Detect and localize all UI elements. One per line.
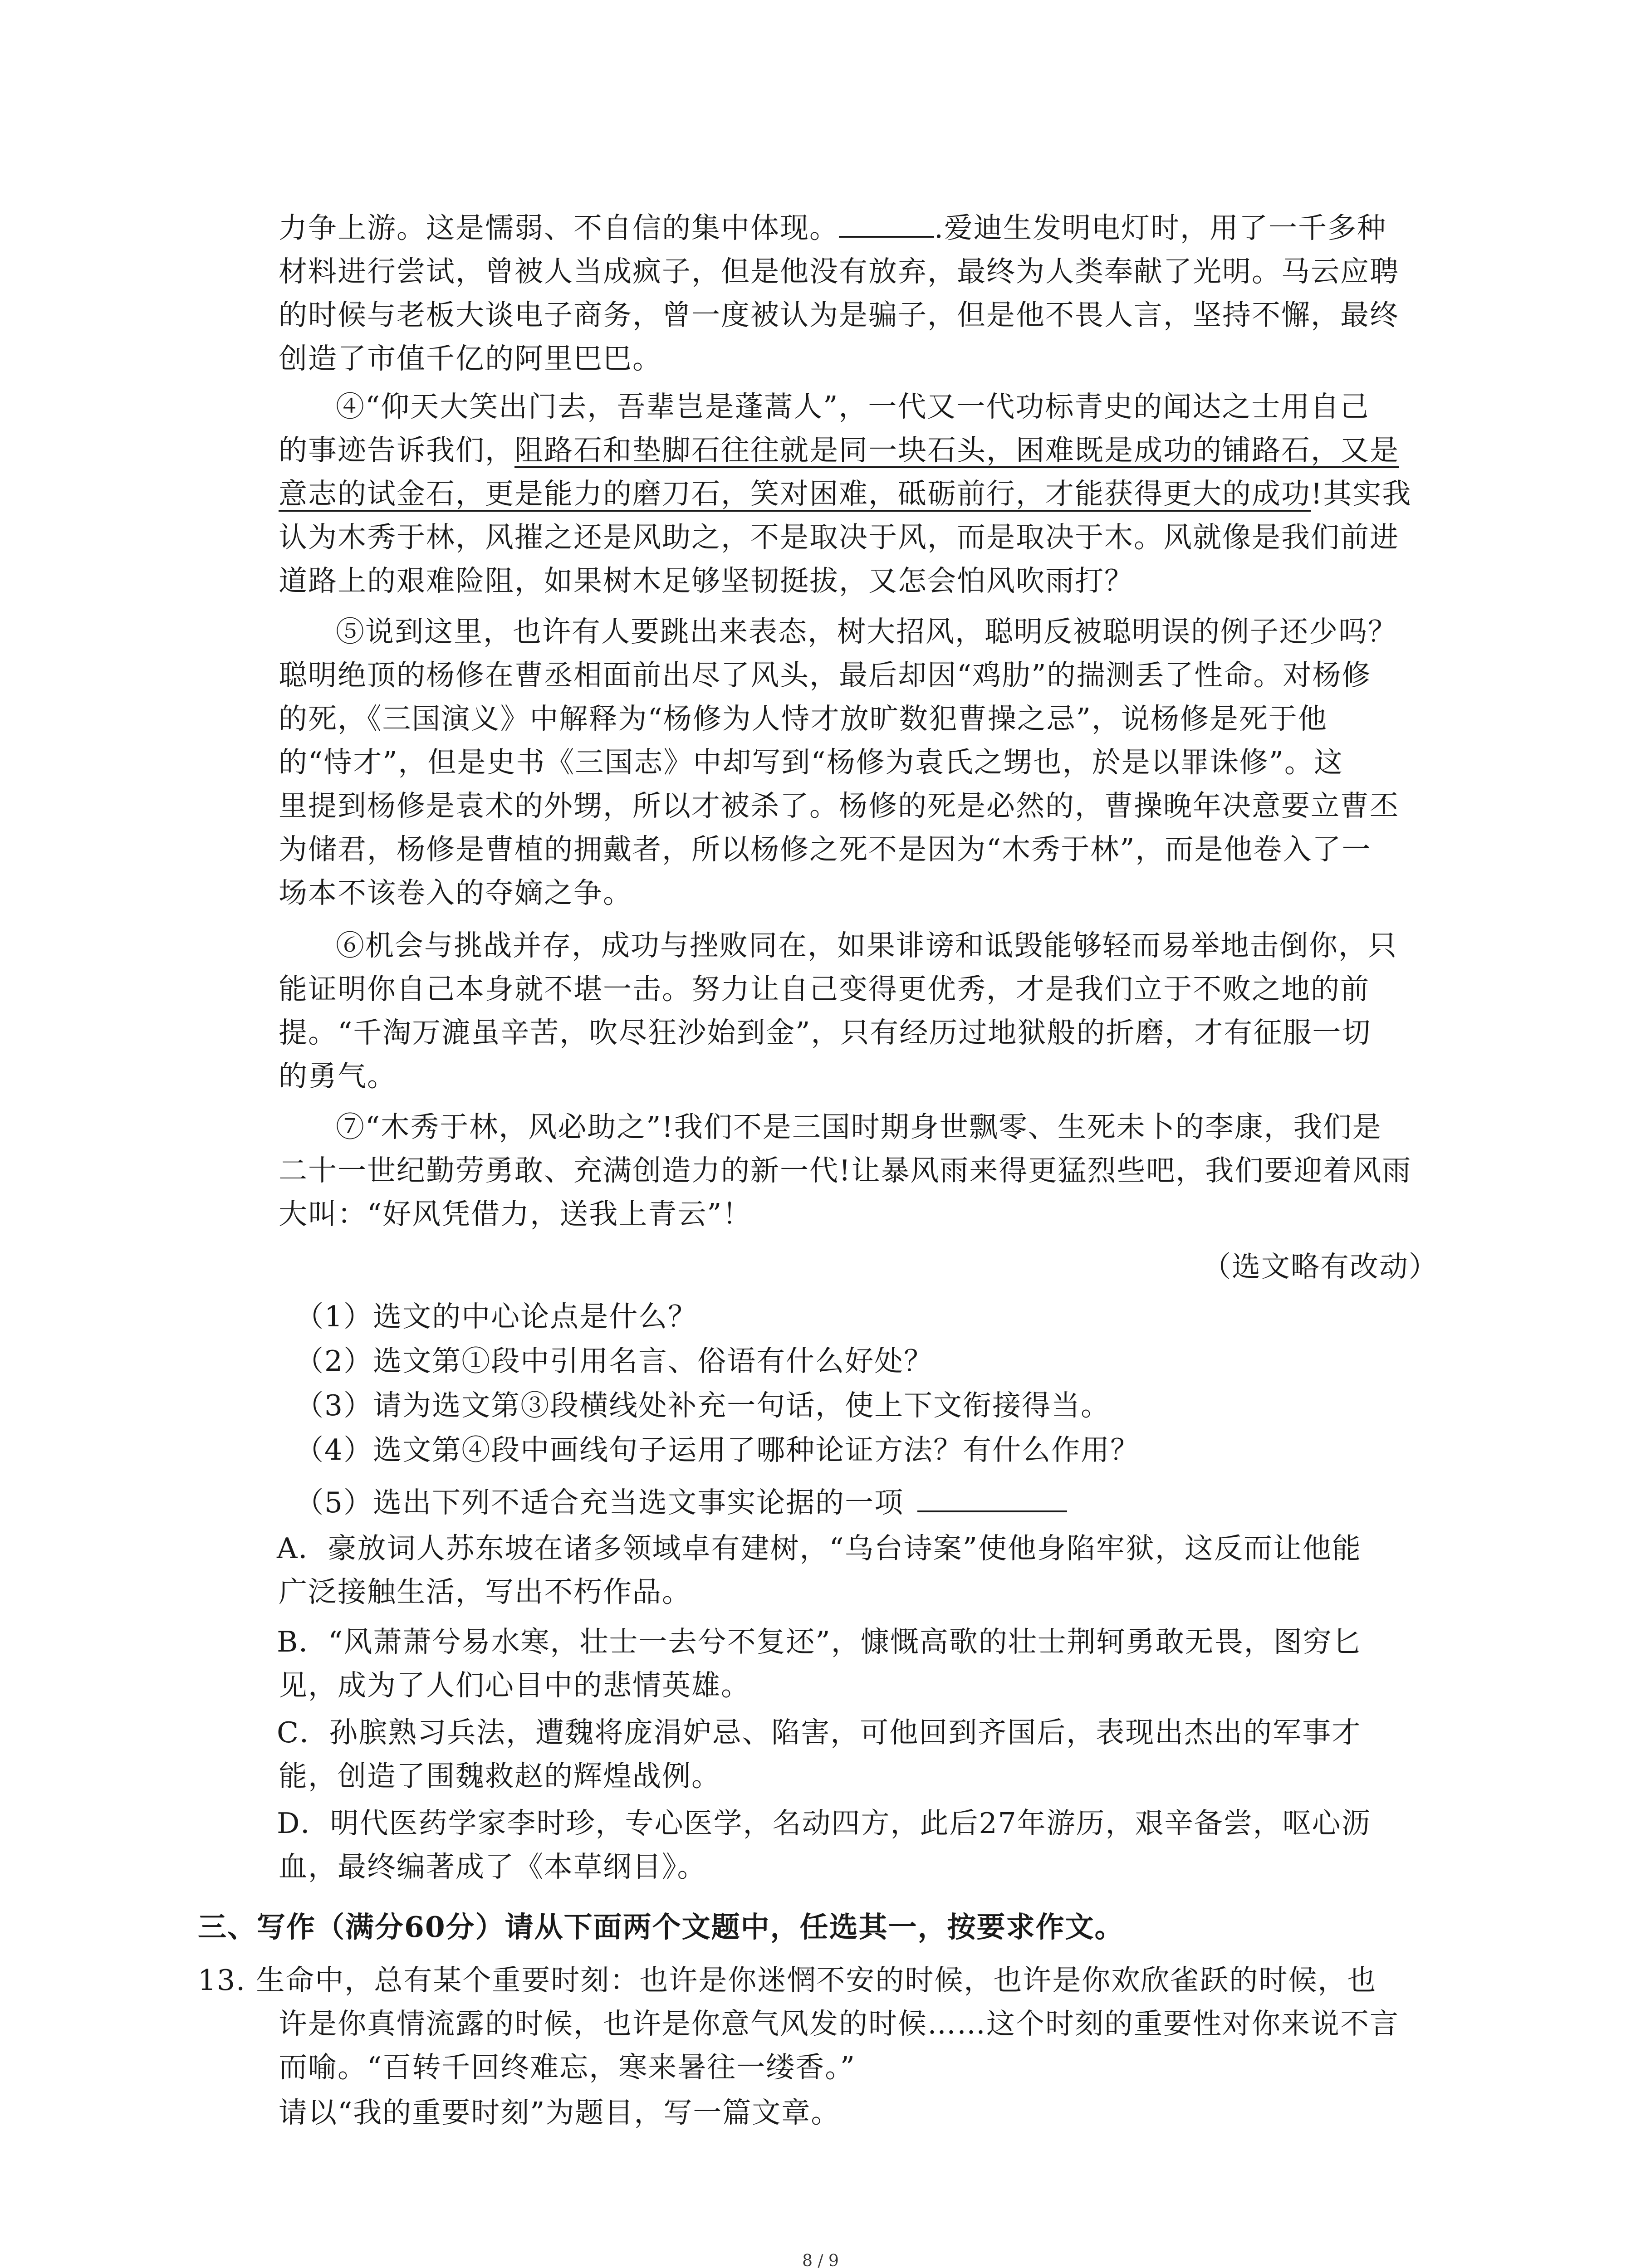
paragraph-5-line: ⑤说到这里，也许有人要跳出来表态，树大招风，聪明反被聪明误的例子还少吗？ [336,615,1397,648]
underlined-sentence: 意志的试金石，更是能力的磨刀石，笑对困难，砥砺前行，才能获得更大的成功 [279,477,1311,510]
question-13-cont: 而喻。“百转千回终难忘，寒来暑往一缕香。” [279,2051,856,2084]
option-a: A．豪放词人苏东坡在诸多领域卓有建树，“乌台诗案”使他身陷牢狱，这反而让他能 [277,1532,1362,1565]
paragraph-4-line [279,472,1411,516]
paragraph-3-line: 材料进行尝试，曾被人当成疯子，但是他没有放弃，最终为人类奉献了光明。马云应聘 [279,255,1399,288]
option-a-cont: 广泛接触生活，写出不朽作品。 [279,1575,691,1608]
source-note: （选文略有改动） [1202,1250,1438,1283]
paragraph-6-line: 的勇气。 [279,1060,397,1093]
option-b: B．“风萧萧兮易水寒，壮士一去兮不复还”，慷慨高歌的壮士荆轲勇敢无畏，图穷匕 [277,1625,1362,1658]
text: !其实我 [1311,477,1412,510]
fill-in-blank[interactable] [839,209,934,238]
text: 的事迹告诉我们， [279,434,514,467]
paragraph-6-line: ⑥机会与挑战并存，成功与挫败同在，如果诽谤和诋毁能够轻而易举地击倒你，只 [336,929,1397,962]
paragraph-6-line: 能证明你自己本身就不堪一击。努力让自己变得更优秀，才是我们立于不败之地的前 [279,973,1370,1006]
text: .爱迪生发明电灯时，用了一千多种 [934,211,1387,244]
option-d-cont: 血，最终编著成了《本草纲目》。 [279,1850,707,1883]
text: （5）选出下列不适合充当选文事实论据的一项 [295,1486,904,1519]
paragraph-5-line: 的“恃才”，但是史书《三国志》中却写到“杨修为袁氏之甥也，於是以罪诛修”。这 [279,746,1343,779]
question-3: （3）请为选文第③段横线处补充一句话，使上下文衔接得当。 [295,1389,1111,1422]
question-1: （1）选文的中心论点是什么？ [295,1300,698,1333]
option-d: D．明代医药学家李时珍，专心医学，名动四方，此后27年游历，艰辛备尝，呕心沥 [277,1807,1371,1840]
question-5 [295,1481,1067,1525]
option-c-cont: 能，创造了围魏救赵的辉煌战例。 [279,1760,721,1793]
paragraph-4-line: 道路上的艰难险阻，如果树木足够坚韧挺拔，又怎会怕风吹雨打？ [279,564,1134,597]
paragraph-5-line: 为储君，杨修是曹植的拥戴者，所以杨修之死不是因为“木秀于林”，而是他卷入了一 [279,833,1372,866]
paragraph-6-line: 提。“千淘万漉虽辛苦，吹尽狂沙始到金”，只有经历过地狱般的折磨，才有征服一切 [279,1016,1372,1049]
paragraph-4-line: 认为木秀于林，风摧之还是风助之，不是取决于风，而是取决于木。风就像是我们前进 [279,521,1399,554]
text: 力争上游。这是懦弱、不自信的集中体现。 [279,211,839,244]
paragraph-7-line: 大叫：“好风凭借力，送我上青云”！ [279,1198,752,1231]
question-13: 13. 生命中，总有某个重要时刻：也许是你迷惘不安的时候，也许是你欢欣雀跃的时候，也 [198,1964,1377,1997]
question-13-cont: 许是你真情流露的时候，也许是你意气风发的时候……这个时刻的重要性对你来说不言 [279,2007,1399,2040]
underlined-sentence: 阻路石和垫脚石往往就是同一块石头，困难既是成功的铺路石，又是 [514,434,1399,467]
page-number: 8 / 9 [802,2252,839,2268]
paragraph-3-line: 的时候与老板大谈电子商务，曾一度被认为是骗子，但是他不畏人言，坚持不懈，最终 [279,298,1399,332]
paragraph-7-line: 二十一世纪勤劳勇敢、充满创造力的新一代!让暴风雨来得更猛烈些吧，我们要迎着风雨 [279,1154,1412,1187]
question-13-prompt: 请以“我的重要时刻”为题目，写一篇文章。 [279,2096,841,2129]
paragraph-5-line: 里提到杨修是袁术的外甥，所以才被杀了。杨修的死是必然的，曹操晚年决意要立曹丕 [279,789,1399,822]
paragraph-3-line: 创造了市值千亿的阿里巴巴。 [279,342,662,375]
paragraph-4-line: ④“仰天大笑出门去，吾辈岂是蓬蒿人”，一代又一代功标青史的闻达之士用自己 [336,390,1370,423]
option-b-cont: 见，成为了人们心目中的悲情英雄。 [279,1669,750,1702]
paragraph-4-line [279,429,1399,472]
answer-blank[interactable] [917,1483,1067,1512]
paragraph-5-line: 聪明绝顶的杨修在曹丞相面前出尽了风头，最后却因“鸡肋”的揣测丢了性命。对杨修 [279,659,1372,692]
paragraph-5-line: 场本不该卷入的夺嫡之争。 [279,876,632,909]
option-c: C．孙膑熟习兵法，遭魏将庞涓妒忌、陷害，可他回到齐国后，表现出杰出的军事才 [277,1716,1362,1749]
question-2: （2）选文第①段中引用名言、俗语有什么好处？ [295,1344,934,1378]
paragraph-7-line: ⑦“木秀于林，风必助之”!我们不是三国时期身世飘零、生死未卜的李康，我们是 [336,1110,1382,1144]
paragraph-5-line: 的死，《三国演义》中解释为“杨修为人恃才放旷数犯曹操之忌”，说杨修是死于他 [279,702,1327,735]
question-4: （4）选文第④段中画线句子运用了哪种论证方法？有什么作用？ [295,1433,1140,1466]
section-3-heading: 三、写作（满分60分）请从下面两个文题中，任选其一，按要求作文。 [198,1910,1124,1944]
paragraph-3-line [279,206,1386,250]
